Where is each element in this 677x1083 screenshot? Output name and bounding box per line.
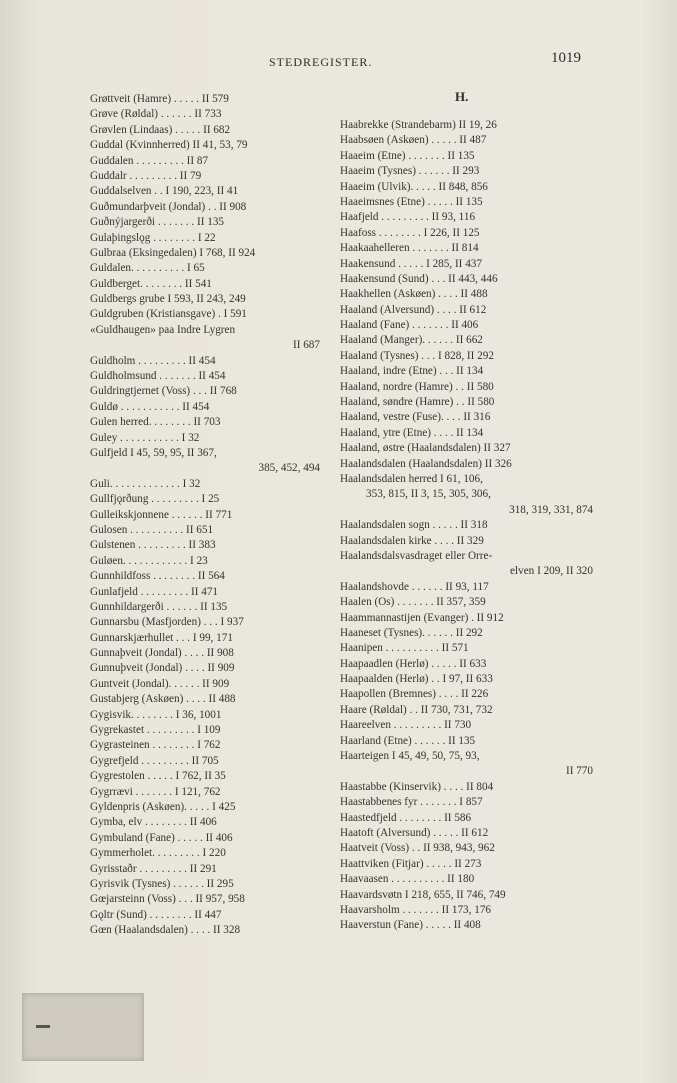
index-entry: Haalandsdalen herred I 61, 106, (340, 472, 483, 485)
index-entry: Guli. . . . . . . . . . . . . I 32 (90, 477, 201, 490)
index-entry: Haarland (Etne) . . . . . . II 135 (340, 734, 476, 747)
index-entry: Haabsøen (Askøen) . . . . . II 487 (340, 134, 487, 147)
index-entry: Haaland, ytre (Etne) . . . . II 134 (340, 426, 484, 439)
index-entry: Gymba, elv . . . . . . . . II 406 (90, 816, 217, 829)
index-entry: Gyldenpris (Askøen). . . . . I 425 (90, 800, 236, 813)
index-entry: Haakaahelleren . . . . . . . II 814 (340, 242, 479, 255)
index-entry: Haavarsholm . . . . . . . II 173, 176 (340, 903, 492, 916)
index-entry: Haaneset (Tysnes). . . . . . II 292 (340, 626, 483, 639)
index-entry: Haaland (Alversund) . . . . II 612 (340, 303, 487, 316)
index-entry: Gygrasteinen . . . . . . . . I 762 (90, 739, 221, 752)
index-entry: Guløen. . . . . . . . . . . . I 23 (90, 554, 208, 567)
index-entry: Haaland, søndre (Hamre) . . II 580 (340, 396, 495, 409)
index-entry: Haapollen (Bremnes) . . . . II 226 (340, 688, 489, 701)
index-entry: 385, 452, 494 (258, 462, 320, 475)
index-entry: Gœn (Haalandsdalen) . . . . II 328 (90, 924, 241, 937)
index-entry: Gulstenen . . . . . . . . . II 383 (90, 539, 216, 552)
index-entry: Guldø . . . . . . . . . . . II 454 (90, 400, 210, 413)
index-entry: Haastedfjeld . . . . . . . . II 586 (340, 811, 472, 824)
index-entry: Haanipen . . . . . . . . . . II 571 (340, 642, 469, 655)
index-entry: Guldberget. . . . . . . . II 541 (90, 277, 212, 290)
index-entry: Guðmundarþveit (Jondal) . . II 908 (90, 200, 247, 213)
index-entry: Haammannastijen (Evanger) . II 912 (340, 611, 504, 624)
index-entry: Guntveit (Jondal). . . . . . II 909 (90, 677, 230, 690)
index-entry: Gulleikskjonnene . . . . . . II 771 (90, 508, 233, 521)
index-entry: Gunnarskjærhullet . . . I 99, 171 (90, 631, 233, 644)
index-entry: Haapaalden (Herlø) . . I 97, II 633 (340, 673, 493, 686)
page-header-title: STEDREGISTER. (269, 55, 373, 69)
index-entry: Haavardsvøtn I 218, 655, II 746, 749 (340, 888, 506, 901)
index-entry: Grøvlen (Lindaas) . . . . . II 682 (90, 123, 231, 136)
index-entry: Haatveit (Voss) . . II 938, 943, 962 (340, 842, 495, 855)
index-entry: Guley . . . . . . . . . . . I 32 (90, 431, 200, 444)
index-entry: Gulen herred. . . . . . . . II 703 (90, 416, 221, 429)
index-entry: Haakhellen (Askøen) . . . . II 488 (340, 288, 488, 301)
index-entry: Guldringtjernet (Voss) . . . II 768 (90, 385, 237, 398)
index-entry: Gygrrævi . . . . . . . I 121, 762 (90, 785, 221, 798)
index-entry: Haafoss . . . . . . . . I 226, II 125 (340, 226, 480, 239)
index-entry: II 770 (565, 765, 593, 778)
index-entry: Gygrestolen . . . . . I 762, II 35 (90, 770, 226, 783)
page-number: 1019 (551, 50, 581, 66)
index-entry: Guddalr . . . . . . . . . II 79 (90, 169, 202, 182)
index-entry: Haatoft (Alversund) . . . . . II 612 (340, 826, 489, 839)
index-entry: Haafjeld . . . . . . . . . II 93, 116 (340, 211, 476, 224)
index-entry: Haareelven . . . . . . . . . II 730 (340, 719, 472, 732)
index-entry: Haattviken (Fitjar) . . . . . II 273 (340, 857, 482, 870)
index-entry: Haare (Røldal) . . II 730, 731, 732 (340, 703, 493, 716)
index-entry: Haalandsdalsvasdraget eller Orre- (340, 549, 493, 562)
index-entry: Guldalen. . . . . . . . . . I 65 (90, 262, 205, 275)
index-entry: Gygrefjeld . . . . . . . . . II 705 (90, 754, 219, 767)
index-entry: Haaeim (Tysnes) . . . . . . II 293 (340, 165, 480, 178)
index-entry: Haalandsdalen sogn . . . . . II 318 (340, 519, 488, 532)
left-index-column (90, 92, 320, 938)
index-entry: Gyrisstaðr . . . . . . . . . II 291 (90, 862, 217, 875)
index-entry: Haaeimsnes (Etne) . . . . . II 135 (340, 195, 483, 208)
index-entry: Haaverstun (Fane) . . . . . II 408 (340, 919, 481, 932)
index-entry: Haalandsdalen kirke . . . . II 329 (340, 534, 484, 547)
index-entry: Gunnhildargerði . . . . . . II 135 (90, 600, 228, 613)
index-entry: Guddalselven . . I 190, 223, II 41 (90, 185, 239, 198)
index-entry: Grøve (Røldal) . . . . . . II 733 (90, 108, 222, 121)
index-entry: II 687 (292, 339, 320, 352)
index-entry: Gunnhildfoss . . . . . . . . II 564 (90, 570, 225, 583)
index-entry: Guldholm . . . . . . . . . II 454 (90, 354, 216, 367)
index-entry: Haaland (Manger). . . . . . II 662 (340, 334, 483, 347)
index-entry: Haabrekke (Strandebarm) II 19, 26 (340, 119, 497, 131)
index-entry: Haaland (Tysnes) . . . I 828, II 292 (340, 349, 494, 362)
index-entry: Gygrekastet . . . . . . . . . I 109 (90, 724, 221, 737)
right-index-column (340, 118, 593, 934)
index-entry: Haakensund . . . . . I 285, II 437 (340, 257, 482, 270)
index-entry: Guddal (Kvinnherred) II 41, 53, 79 (90, 139, 248, 152)
index-entry: Gymbuland (Fane) . . . . . II 406 (90, 831, 233, 844)
index-entry: Guddalen . . . . . . . . . II 87 (90, 154, 209, 167)
index-entry: Haaland, nordre (Hamre) . . II 580 (340, 380, 494, 393)
index-entry: Gǫltr (Sund) . . . . . . . . II 447 (90, 908, 222, 921)
index-entry: Haalen (Os) . . . . . . . II 357, 359 (340, 596, 486, 609)
index-entry: Haastabbenes fyr . . . . . . . I 857 (340, 796, 483, 809)
index-entry: 318, 319, 331, 874 (509, 503, 593, 516)
index-entry: 353, 815, II 3, 15, 305, 306, (366, 488, 491, 501)
index-entry: Gyrisvik (Tysnes) . . . . . . II 295 (90, 877, 234, 890)
index-entry: Guldbergs grube I 593, II 243, 249 (90, 293, 246, 306)
index-entry: Guðnýjargerði . . . . . . . II 135 (90, 216, 225, 229)
index-entry: Haaland, østre (Haalandsdalen) II 327 (340, 442, 511, 455)
index-entry: Haaland (Fane) . . . . . . . II 406 (340, 319, 479, 332)
index-entry: Gullfjǫrðung . . . . . . . . . I 25 (90, 493, 220, 506)
index-entry: «Guldhaugen» paa Indre Lygren (90, 323, 236, 336)
index-entry: Guldgruben (Kristiansgave) . I 591 (90, 308, 247, 321)
index-entry: Haaland, vestre (Fuse). . . . II 316 (340, 411, 491, 424)
index-entry: Gulosen . . . . . . . . . . II 651 (90, 523, 214, 536)
index-entry: Haakensund (Sund) . . . II 443, 446 (340, 272, 498, 285)
index-entry: Gœjarsteinn (Voss) . . . II 957, 958 (90, 893, 245, 906)
index-entry: Gustabjerg (Askøen) . . . . II 488 (90, 693, 236, 706)
index-entry: Gunlafjeld . . . . . . . . . II 471 (90, 585, 219, 598)
index-entry: Haastabbe (Kinservik) . . . . II 804 (340, 780, 494, 793)
index-entry: Gulbraa (Eksingedalen) I 768, II 924 (90, 246, 256, 259)
index-entry: Haaeim (Etne) . . . . . . . II 135 (340, 149, 475, 162)
index-entry: Haalandsdalen (Haalandsdalen) II 326 (340, 457, 512, 470)
section-letter: H. (455, 89, 469, 104)
index-entry: Gunnarsbu (Masfjorden) . . . I 937 (90, 616, 244, 629)
index-entry: Haalandshovde . . . . . . II 93, 117 (340, 580, 489, 593)
index-entry: Gymmerholet. . . . . . . . . I 220 (90, 847, 226, 860)
index-entry: Haavaasen . . . . . . . . . . II 180 (340, 873, 475, 886)
index-entry: Haaeim (Ulvik). . . . . II 848, 856 (340, 180, 488, 193)
index-entry: Gunnuþveit (Jondal) . . . . II 909 (90, 662, 235, 675)
index-entry: elven I 209, II 320 (510, 565, 593, 578)
index-entry: Haapaadlen (Herlø) . . . . . II 633 (340, 657, 487, 670)
index-entry: Grøttveit (Hamre) . . . . . II 579 (90, 93, 229, 105)
index-entry: Haarteigen I 45, 49, 50, 75, 93, (340, 750, 480, 763)
index-entry: Gulaþingslǫg . . . . . . . . I 22 (90, 231, 216, 244)
index-entry: Gunnaþveit (Jondal) . . . . II 908 (90, 647, 234, 660)
index-entry: Haaland, indre (Etne) . . . II 134 (340, 365, 484, 378)
stamp-mark (36, 1025, 50, 1028)
index-entry: Guldholmsund . . . . . . . II 454 (90, 370, 226, 383)
index-entry: Gygisvik. . . . . . . . I 36, 1001 (90, 708, 222, 721)
index-entry: Gulfjeld I 45, 59, 95, II 367, (90, 446, 217, 459)
